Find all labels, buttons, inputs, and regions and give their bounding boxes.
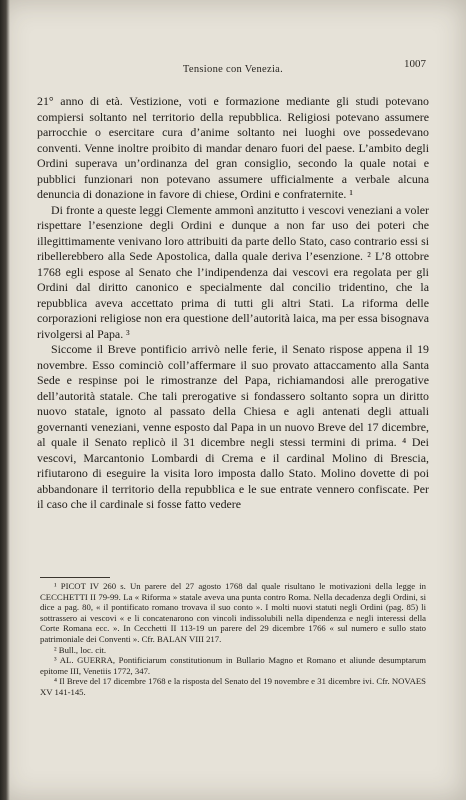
paragraph: Di fronte a queste leggi Clemente ammonì anzitutto i vescovi veneziani a voler rispettare l’esenzione degli Ordini e dunque a non far uso dei poteri che illegittimamente venivano loro attribuiti da parte dello Stato, caso contrario essi si ribellerebbero alla Sede Apostolica, dalla quale deriva l’esenzione. ² L’8 ottobre 1768 egli espose al Senato che l’indipendenza dai vescovi era regolata per gli Ordini dal diritto canonico e specialmente dal concilio tridentino, che la repubblica aveva accettato prima di tutti gli altri Stati. La riforma delle corporazioni religiose non era questione dell’autorità laica, ma per essa bisognava rivolgersi al Papa. ³: [37, 202, 429, 341]
page-number: 1007: [404, 58, 426, 70]
footnote: ³ AL. GUERRA, Pontificiarum constitutionum in Bullario Magno et Romano et aliunde desumptarum epitome III, Venetiis 1772, 347.: [40, 655, 426, 676]
paragraph: 21° anno di età. Vestizione, voti e formazione mediante gli studi potevano compiersi soltanto nel territorio della repubblica. Religiosi potevano assumere parrocchie o esercitare cura d’anime soltanto nei luoghi ove possedevano conventi. Venne inoltre proibito di mandar denaro fuori del paese. L’ambito degli Ordini superava un’ordinanza del gran consiglio, secondo la quale notai e pubblici funzionari non potevano assumere ufficialmente a verbale alcuna denuncia di donazione in favore di chiese, Ordini e confraternite. ¹: [37, 94, 429, 201]
main-text: [37, 94, 429, 513]
page-header: [40, 58, 426, 76]
footnote: ² Bull., loc. cit.: [54, 644, 107, 655]
paragraph: Siccome il Breve pontificio arrivò nelle ferie, il Senato rispose appena il 19 novembre. Esso cominciò coll’affermare il suo provato attaccamento alla Santa Sede e respinse poi le rimostranze del Papa, richiamandosi alle prerogative dell’autorità statale. Che tali prerogative si fondassero soltanto sopra un diritto nuovo statale, ignoto al passato della Chiesa e agli antenati degli attuali governanti veneziani, venne esposto dal Papa in un nuovo Breve del 17 dicembre, al quale il Senato replicò il 31 dicembre negli stessi termini di prima. ⁴ Dei vescovi, Marcantonio Lombardi di Crema e il cardinal Molino di Brescia, rifiutarono di eseguire la visita loro imposta dallo Stato. Molino dovette di poi abbandonare il territorio della repubblica e le sue entrate vennero confiscate. Per il caso che il cardinale si fosse fatto vedere: [37, 342, 429, 511]
footnote: ⁴ Il Breve del 17 dicembre 1768 e la risposta del Senato del 19 novembre e 31 dicembre ivi. Cfr. NOVAES XV 141-145.: [40, 676, 426, 697]
page-edge-shadow: [0, 0, 10, 800]
footnotes: [40, 581, 426, 698]
running-title: Tensione con Venezia.: [182, 64, 284, 75]
footnote: ¹ PICOT IV 260 s. Un parere del 27 agosto 1768 dal quale risultano le motivazioni della legge in CECCHETTI II 79-99. La « Riforma » statale aveva una punta contro Roma. Nella decadenza degli Ordini, si dice a pag. 80, « il pontificato romano trovava il suo conto ». I molti nuovi statuti negli Ordini (pag. 85) li sottrassero ai vescovi « e li concatenarono con vincoli indissolubili nella dipendenza e negli interessi della Corte Romana ecc. ». In Cecchetti II 113-19 un parere del 29 dicembre 1766 « sul numero e sullo stato patrimoniale dei Conventi ». Cfr. BALAN VIII 217.: [40, 581, 426, 644]
footnote-rule: [40, 577, 110, 578]
